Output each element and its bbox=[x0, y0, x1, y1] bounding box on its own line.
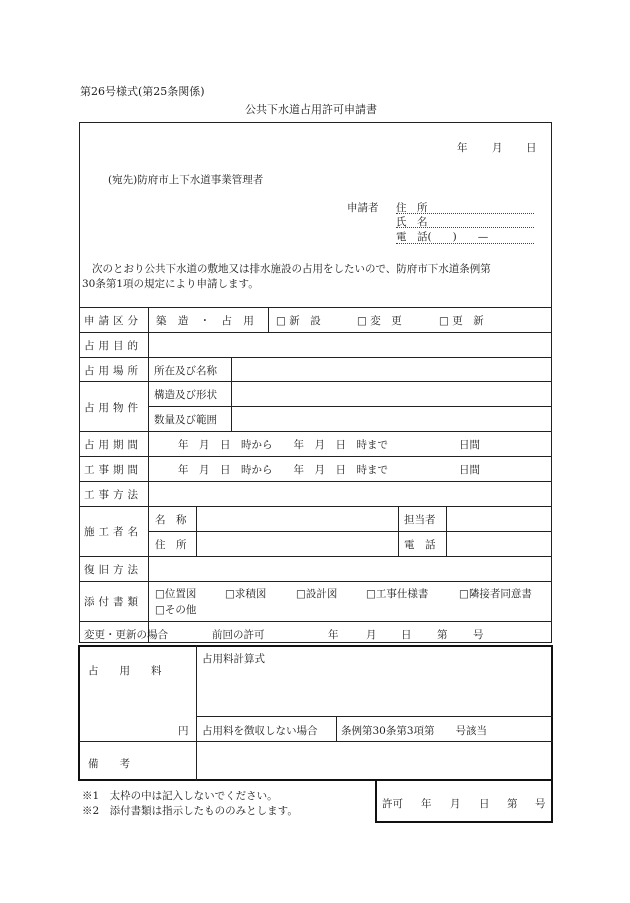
contractor-person: 担当者 bbox=[404, 514, 436, 526]
fee-article: 条例第30条第3項第 号該当 bbox=[341, 725, 488, 737]
applicant-name[interactable]: 氏 名 bbox=[396, 216, 428, 228]
form-number: 第26号様式(第25条関係) bbox=[80, 85, 205, 98]
contractor-name: 名 称 bbox=[155, 514, 187, 526]
intro-line-2: 30条第1項の規定により申請します。 bbox=[82, 278, 259, 290]
label-attach: 添付書類 bbox=[84, 596, 142, 608]
fee-yen: 円 bbox=[178, 725, 189, 737]
work-period-days[interactable]: 日間 bbox=[459, 464, 480, 476]
fee-label: 占 用 料 bbox=[88, 665, 162, 677]
remarks-label: 備 考 bbox=[88, 758, 130, 770]
permit-month: 月 bbox=[450, 798, 461, 810]
label-category: 申請区分 bbox=[84, 315, 142, 327]
change-day[interactable]: 日 bbox=[401, 629, 412, 641]
change-year[interactable]: 年 bbox=[328, 629, 339, 641]
option-new[interactable]: □ 新 設 bbox=[276, 315, 321, 327]
permit-label: 許可 bbox=[382, 798, 403, 810]
attach-consent[interactable]: □隣接者同意書 bbox=[459, 588, 532, 600]
form-title: 公共下水道占用許可申請書 bbox=[245, 103, 377, 116]
change-no[interactable]: 第 bbox=[437, 629, 448, 641]
change-go[interactable]: 号 bbox=[473, 629, 484, 641]
form-frame bbox=[79, 122, 552, 643]
label-object: 占用物件 bbox=[84, 402, 142, 414]
change-prev: 前回の許可 bbox=[212, 629, 265, 641]
attach-other[interactable]: □その他 bbox=[155, 604, 197, 616]
attach-position[interactable]: □位置図 bbox=[155, 588, 197, 600]
date-month[interactable]: 月 bbox=[492, 142, 503, 154]
object-sub-1: 構造及び形状 bbox=[154, 389, 217, 401]
label-work-period: 工事期間 bbox=[84, 464, 142, 476]
option-change[interactable]: □ 変 更 bbox=[357, 315, 402, 327]
change-month[interactable]: 月 bbox=[366, 629, 377, 641]
label-place: 占用場所 bbox=[84, 365, 142, 377]
option-renew[interactable]: □ 更 新 bbox=[439, 315, 484, 327]
label-period: 占用期間 bbox=[84, 439, 142, 451]
fee-exempt: 占用料を徴収しない場合 bbox=[202, 725, 318, 737]
contractor-phone: 電 話 bbox=[404, 539, 436, 551]
work-period-text[interactable]: 年 月 日 時から 年 月 日 時まで bbox=[178, 464, 388, 476]
attach-design[interactable]: □設計図 bbox=[296, 588, 338, 600]
note-2: ※2 添付書類は指示したもののみとします。 bbox=[82, 805, 298, 817]
applicant-address[interactable]: 住 所 bbox=[396, 202, 428, 214]
object-sub-2: 数量及び範囲 bbox=[154, 414, 217, 426]
attach-area[interactable]: □求積図 bbox=[225, 588, 267, 600]
fee-calc: 占用料計算式 bbox=[202, 653, 265, 665]
label-contractor: 施工者名 bbox=[84, 526, 142, 538]
permit-day: 日 bbox=[479, 798, 490, 810]
label-change: 変更・更新の場合 bbox=[84, 629, 168, 641]
period-text[interactable]: 年 月 日 時から 年 月 日 時まで bbox=[178, 439, 388, 451]
category-construct: 築 造 ・ 占 用 bbox=[156, 315, 258, 327]
permit-year: 年 bbox=[421, 798, 432, 810]
label-restore: 復旧方法 bbox=[84, 564, 142, 576]
period-days[interactable]: 日間 bbox=[459, 439, 480, 451]
note-1: ※1 太枠の中は記入しないでください。 bbox=[82, 790, 278, 802]
date-year[interactable]: 年 bbox=[457, 142, 468, 154]
place-sub: 所在及び名称 bbox=[154, 365, 217, 377]
applicant-phone[interactable]: 電 話( ) — bbox=[396, 231, 489, 243]
intro-line-1: 次のとおり公共下水道の敷地又は排水施設の占用をしたいので、防府市下水道条例第 bbox=[92, 263, 491, 275]
attach-spec[interactable]: □工事仕様書 bbox=[366, 588, 429, 600]
applicant-label: 申請者 bbox=[347, 202, 379, 214]
label-purpose: 占用目的 bbox=[84, 340, 142, 352]
addressee: (宛先)防府市上下水道事業管理者 bbox=[108, 174, 264, 186]
permit-no: 第 bbox=[507, 798, 518, 810]
date-day[interactable]: 日 bbox=[526, 142, 537, 154]
contractor-address: 住 所 bbox=[155, 539, 187, 551]
permit-go: 号 bbox=[535, 798, 546, 810]
label-work-method: 工事方法 bbox=[84, 489, 142, 501]
